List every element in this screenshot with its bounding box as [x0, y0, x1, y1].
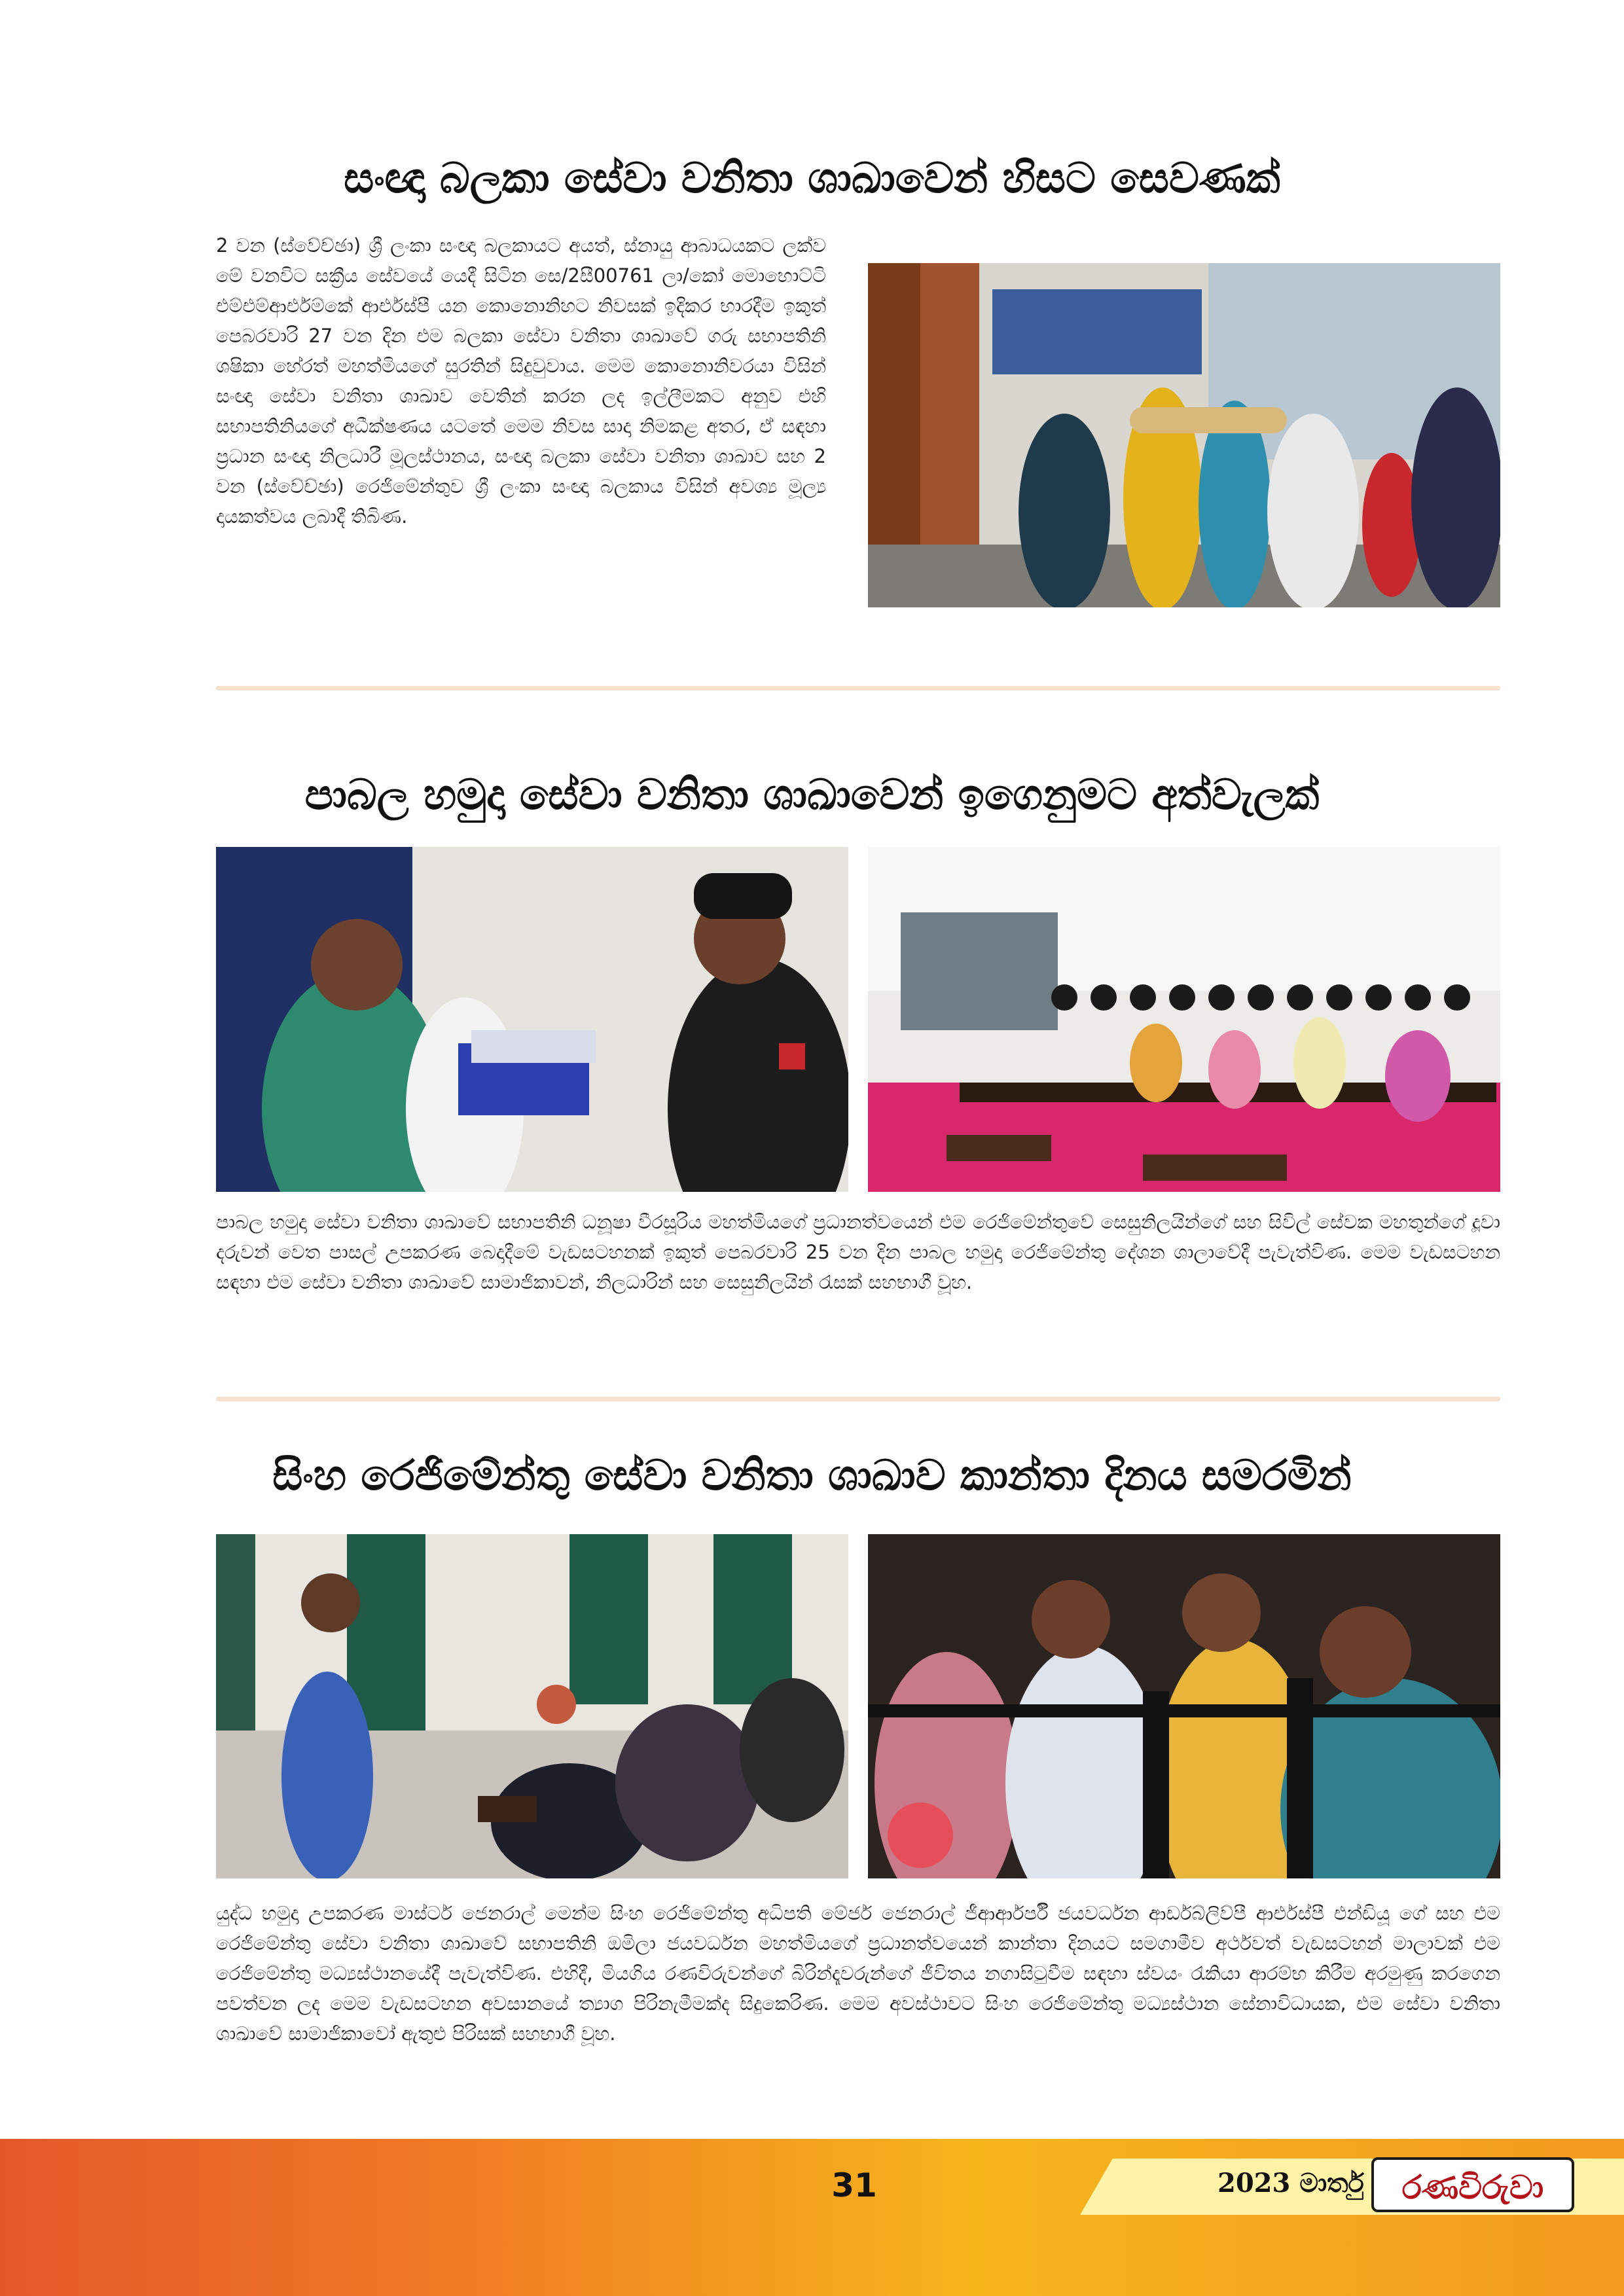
- magazine-logo: රණවිරුවා: [1371, 2157, 1574, 2212]
- article-1-title: සංඥා බලකා සේවා වනිතා ශාඛාවෙන් හිසට සෙවණක්: [344, 154, 1280, 203]
- article-2-photo-audience: [868, 847, 1500, 1192]
- page-number: 31: [831, 2166, 877, 2204]
- article-3-body: යුද්ධ හමුදා උපකරණ මාස්ටර් ජෙනරාල් මෙන්ම සිංහ රෙජිමේන්තු අධිපති මේජර් ජෙනරාල් ජීආර්ආර්පී ජයවර්ධන ආර්ඩබ්ලිව්පී ආර්එස්පී එන්ඩියූ ගේ සහ එම රෙජිමේන්තු සේවා වනිතා ශාඛාවේ සභාපතිනි ඔමිලා ජයවර්ධන මහත්මියගේ ප්‍රධානත්වයෙන් කාන්තා දිනයට සමගාමීව අර්ථවත් වැඩසටහන් මාලාවක් එම රෙජිමේන්තු මධ්‍යස්ථානයේදී පැවැත්විණ. එහිදී, මියගිය රණවිරුවන්ගේ බිරින්දෑවරුන්ගේ ජීවිතය නගාසිටුවීම සඳහා ස්වයං රැකියා ආරම්භ කිරීම අරමුණු කරගෙන පවත්වන ලද මෙම වැඩසටහන අවසානයේ ත්‍යාග පිරිනැමීමක්ද සිදුකෙරිණ. මෙම අවස්ථාවට සිංහ රෙජිමේන්තු මධ්‍යස්ථාන සේනාවිධායක, එම සේවා වනිතා ශාඛාවේ සාමාජිකාවෝ ඇතුළු පිරිසක් සහභාගී වූහ.: [216, 1902, 1500, 2045]
- article-2-photo-gift-handover: [216, 847, 848, 1192]
- article-2-title: පාබල හමුදා සේවා වනිතා ශාඛාවෙන් ඉගෙනුමට අත්වැලක්: [304, 771, 1320, 819]
- article-1-body: 2 වන (ස්වේච්ඡා) ශ්‍රී ලංකා සංඥා බලකායට අයත්, ස්නායු ආබාධයකට ලක්ව මේ වනවිට සක්‍රීය සේවයේ යෙදී සිටින සෙ/2සී00761 ලා/කෝ මොහොට්ටි එම්එම්ආර්එම්කේ ආර්එස්පී යන කොනොනිහට නිවසක් ඉදිකර භාරදීම ඉකුත් පෙබරවාරි 27 වන දින එම බලකා සේවා වනිතා ශාඛාවේ ගරු සභාපතිනි ශෂිකා හේරත් මහත්මියගේ සුරතින් සිදුවුවාය. මෙම කොනොනිවරයා විසින් සංඥා සේවා වනිතා ශාඛාව වෙතින් කරන ලද ඉල්ලීමකට අනුව එහි සභාපතිනියගේ අධීක්ෂණය යටතේ මෙම නිවස සාදා නිමකළ අතර, ඒ සඳහා ප්‍රධාන සංඥා නිලධාරී මූලස්ථානය, සංඥා බලකා සේවා වනිතා ශාඛාව සහ 2 වන (ස්වේච්ඡා) රෙජිමේන්තුව ශ්‍රී ලංකා සංඥා බලකාය විසින් අවශ්‍ය මූල්‍ය දායකත්වය ලබාදී තිබිණ.: [216, 234, 826, 528]
- section-divider-2: [216, 1397, 1500, 1401]
- article-1-photo-house-handover: [868, 263, 1500, 607]
- article-3-photo-audience: [868, 1534, 1500, 1878]
- article-3-photo-speaker: [216, 1534, 848, 1878]
- section-divider-1: [216, 686, 1500, 691]
- article-3-title: සිංහ රෙජිමේන්තු සේවා වනිතා ශාඛාව කාන්තා දිනය සමරමින්: [272, 1452, 1352, 1500]
- issue-date: 2023 මාර්තු: [1218, 2168, 1364, 2198]
- article-2-body: පාබල හමුදා සේවා වනිතා ශාඛාවේ සභාපතිනි ධනූෂා වීරසූරිය මහත්මියගේ ප්‍රධානත්වයෙන් එම රෙජිමේන්තුවේ සෙසුනිලයින්ගේ සහ සිවිල් සේවක මහතුන්ගේ දූවා දරුවන් වෙත පාසල් උපකරණ බෙදාදීමේ වැඩසටහනක් ඉකුත් පෙබරවාරි 25 වන දින පාබල හමුදා රෙජිමේන්තු දේශන ශාලාවේදී පැවැත්විණ. මෙම වැඩසටහන සඳහා එම සේවා වනිතා ශාඛාවේ සාමාජිකාවන්, නිලධාරින් සහ සෙසුනිලයින් රැසක් සහභාගී වූහ.: [216, 1211, 1500, 1293]
